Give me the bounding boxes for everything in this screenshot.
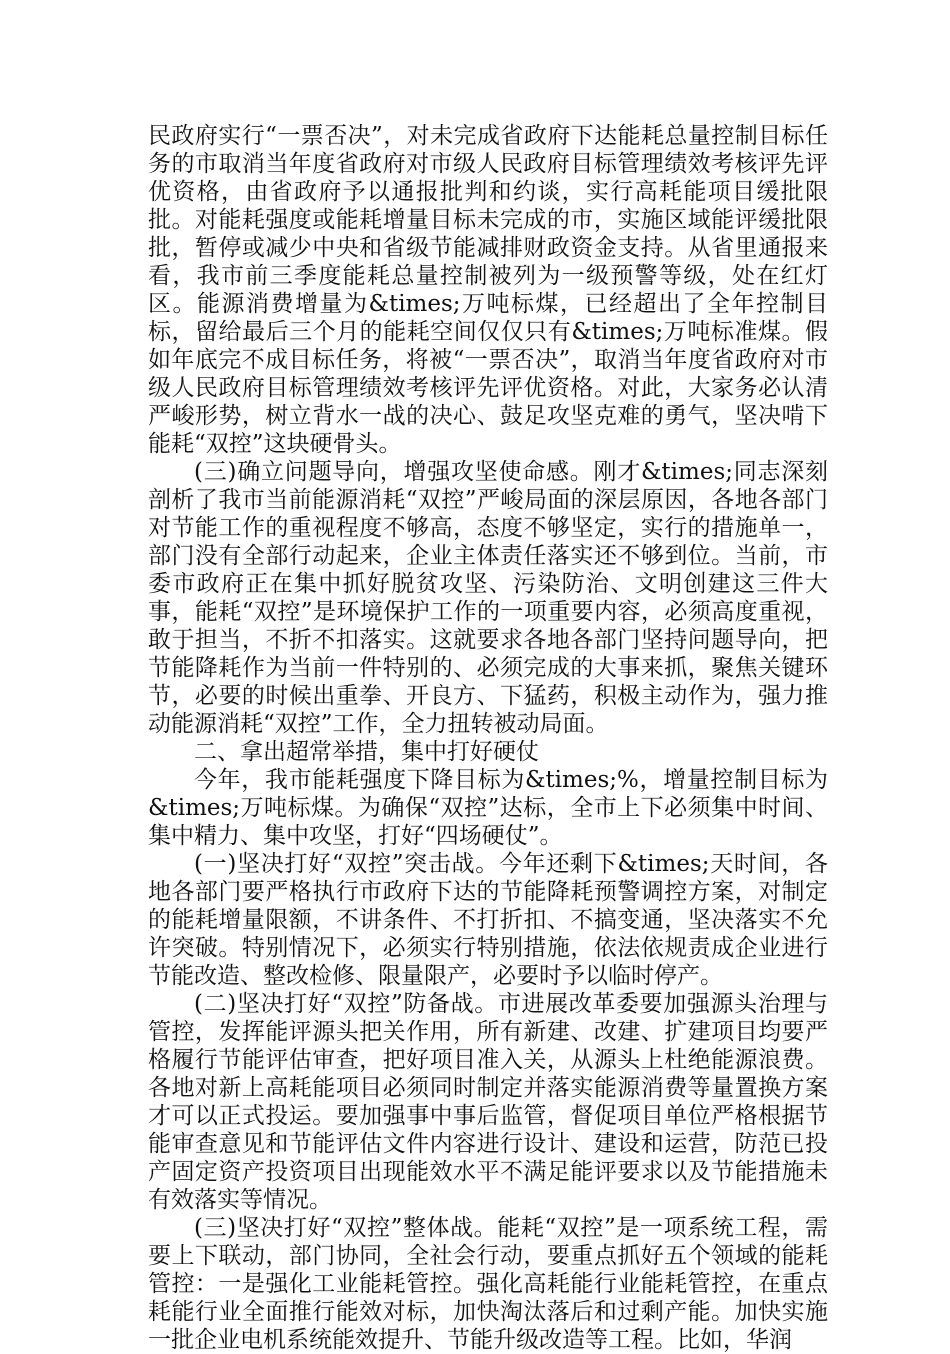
document-page (148, 122, 828, 1354)
body-paragraph: 今年，我市能耗强度下降目标为&times;%，增量控制目标为&times;万吨标煤。为确保“双控”达标，全市上下必须集中时间、集中精力、集中攻坚，打好“四场硬仗”。 (148, 767, 828, 849)
body-paragraph: 民政府实行“一票否决”，对未完成省政府下达能耗总量控制目标任务的市取消当年度省政府对市级人民政府目标管理绩效考核评先评优资格，由省政府予以通报批判和约谈，实行高耗能项目缓批限批。对能耗强度或能耗增量目标未完成的市，实施区域能评缓批限批，暂停或减少中央和省级节能减排财政资金支持。从省里通报来看，我市前三季度能耗总量控制被列为一级预警等级，处在红灯区。能源消费增量为&times;万吨标煤，已经超出了全年控制目标，留给最后三个月的能耗空间仅仅只有&times;万吨标准煤。假如年底完不成目标任务，将被“一票否决”，取消当年度省政府对市级人民政府目标管理绩效考核评先评优资格。对此，大家务必认清严峻形势，树立背水一战的决心、鼓足攻坚克难的勇气，坚决啃下能耗“双控”这块硬骨头。 (148, 123, 828, 457)
body-paragraph: (三)确立问题导向，增强攻坚使命感。刚才&times;同志深刻剖析了我市当前能源消耗“双控”严峻局面的深层原因，各地各部门对节能工作的重视程度不够高，态度不够坚定，实行的措施单一，部门没有全部行动起来，企业主体责任落实还不够到位。当前，市委市政府正在集中抓好脱贫攻坚、污染防治、文明创建这三件大事，能耗“双控”是环境保护工作的一项重要内容，必须高度重视，敢于担当，不折不扣落实。这就要求各地各部门坚持问题导向，把节能降耗作为当前一件特别的、必须完成的大事来抓，聚焦关键环节，必要的时候出重拳、开良方、下猛药，积极主动作为，强力推动能源消耗“双控”工作，全力扭转被动局面。 (148, 459, 828, 737)
body-paragraph: (一)坚决打好“双控”突击战。今年还剩下&times;天时间，各地各部门要严格执行市政府下达的节能降耗预警调控方案，对制定的能耗增量限额，不讲条件、不打折扣、不搞变通，坚决落实不允许突破。特别情况下，必须实行特别措施，依法依规责成企业进行节能改造、整改检修、限量限产，必要时予以临时停产。 (148, 851, 828, 989)
body-paragraph: (二)坚决打好“双控”防备战。市进展改革委要加强源头治理与管控，发挥能评源头把关作用，所有新建、改建、扩建项目均要严格履行节能评估审查，把好项目准入关，从源头上杜绝能源浪费。各地对新上高耗能项目必须同时制定并落实能源消费等量置换方案才可以正式投运。要加强事中事后监管，督促项目单位严格根据节能审查意见和节能评估文件内容进行设计、建设和运营，防范已投产固定资产投资项目出现能效水平不满足能评要求以及节能措施未有效落实等情况。 (148, 991, 828, 1213)
body-paragraph: (三)坚决打好“双控”整体战。能耗“双控”是一项系统工程，需要上下联动，部门协同，全社会行动，要重点抓好五个领域的能耗管控：一是强化工业能耗管控。强化高耗能行业能耗管控，在重点耗能行业全面推行能效对标，加快淘汰落后和过剩产能。加快实施一批企业电机系统能效提升、节能升级改造等工程。比如，华润 (148, 1215, 828, 1353)
section-heading: 二、拿出超常举措，集中打好硬仗 (194, 739, 539, 765)
